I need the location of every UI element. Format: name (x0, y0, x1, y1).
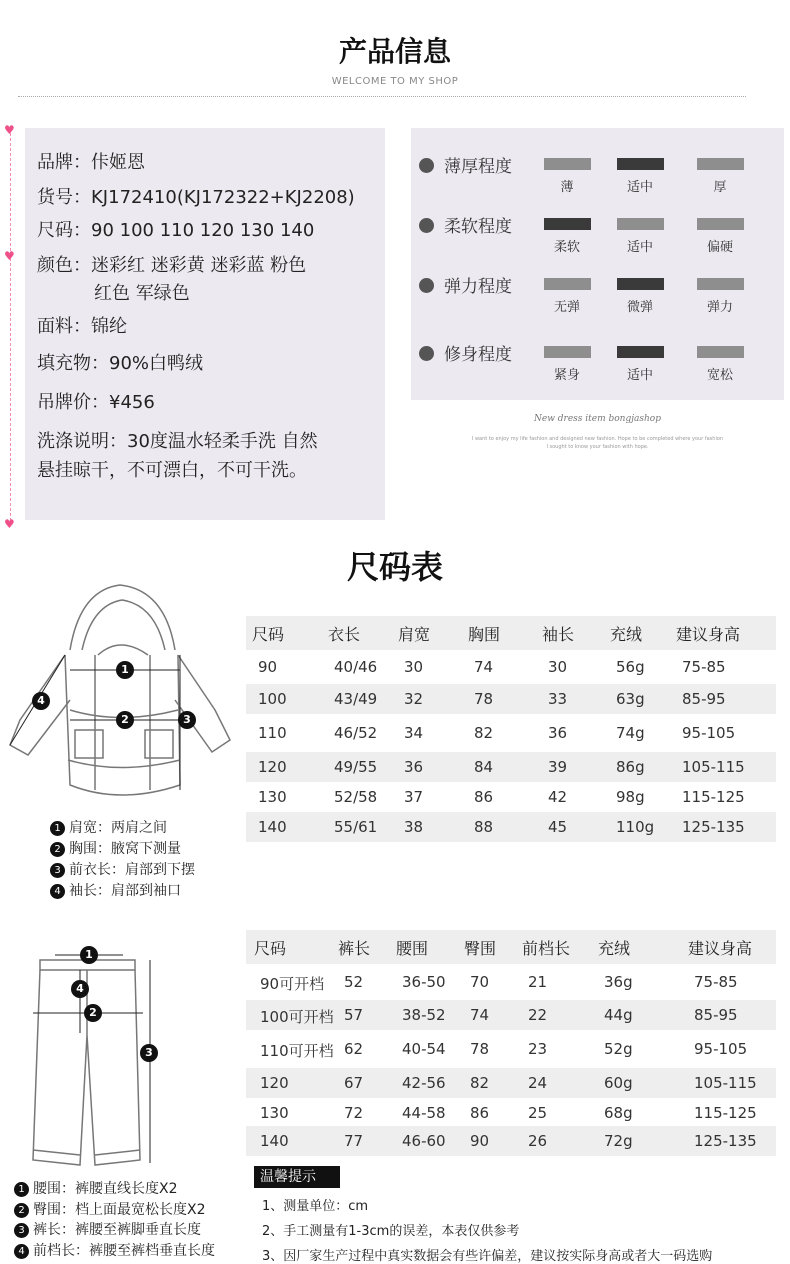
spec-bar (544, 278, 591, 290)
spec-option-label: 紧身 (553, 368, 580, 383)
table-cell: 36g (604, 973, 633, 991)
spec-label-text: 薄厚程度 (444, 157, 512, 177)
table-cell: 68g (604, 1104, 633, 1122)
spec-option-label: 微弹 (626, 300, 653, 315)
table-cell: 38 (404, 818, 424, 836)
bullet-icon (419, 278, 434, 293)
spec-label (419, 152, 512, 177)
table-row (246, 1000, 776, 1030)
table-cell: 115-125 (682, 788, 745, 806)
spec-option-label: 薄 (560, 180, 574, 195)
spec-bar (697, 158, 744, 170)
spec-bar (617, 218, 664, 230)
heart-icon: ♥ (4, 123, 15, 137)
legend-item (14, 1240, 215, 1260)
table-cell: 120 (258, 758, 287, 776)
measure-marker-1: 1 (116, 661, 134, 679)
table-cell: 52g (604, 1040, 633, 1058)
brand-text: 品牌：佧姬恩 (37, 152, 145, 173)
spec-option-label: 柔软 (553, 240, 580, 255)
spec-bar (544, 218, 591, 230)
table-cell: 125-135 (682, 818, 745, 836)
table-cell: 100可开档 (260, 1008, 334, 1026)
spec-label-text: 柔软程度 (444, 217, 512, 237)
spec-option-label: 宽松 (706, 368, 733, 383)
legend-item (50, 838, 181, 858)
table-header-cell: 肩宽 (398, 625, 431, 644)
measure-marker-1: 1 (80, 946, 98, 964)
table-cell: 32 (404, 690, 424, 708)
table-header-cell: 前档长 (522, 939, 571, 958)
table-header-row (246, 930, 776, 964)
size-chart-title: 尺码表 (346, 548, 443, 586)
table-cell: 33 (548, 690, 568, 708)
table-row (246, 684, 776, 714)
table-cell: 42 (548, 788, 568, 806)
table-cell: 72g (604, 1132, 633, 1150)
page-title: 产品信息 (338, 35, 451, 68)
product-info-panel (25, 128, 385, 520)
table-header-cell: 腰围 (396, 939, 429, 958)
legend-item (50, 880, 181, 900)
table-cell: 72 (344, 1104, 364, 1122)
tip-item: 3、因厂家生产过程中真实数据会有些许偏差，建议按实际身高或者大一码选购 (262, 1249, 713, 1264)
table-cell: 60g (604, 1074, 633, 1092)
legend-number: 4 (50, 884, 65, 899)
measure-marker-2: 2 (116, 711, 134, 729)
table-cell: 140 (258, 818, 287, 836)
legend-text: 腰围：裤腰直线长度X2 (33, 1181, 178, 1197)
table-cell: 44g (604, 1006, 633, 1024)
table-cell: 70 (470, 973, 490, 991)
spec-bar (697, 278, 744, 290)
legend-text: 前档长：裤腰至裤档垂直长度 (33, 1243, 215, 1259)
table-cell: 46-60 (402, 1132, 446, 1150)
table-cell: 25 (528, 1104, 548, 1122)
fabric-spec-panel (411, 128, 784, 400)
table-cell: 100 (258, 690, 287, 708)
table-cell: 85-95 (694, 1006, 738, 1024)
legend-text: 胸围：腋窝下测量 (69, 841, 181, 857)
measure-marker-4: 4 (71, 980, 89, 998)
spec-option-label: 厚 (713, 180, 727, 195)
table-cell: 82 (470, 1074, 490, 1092)
divider (18, 96, 746, 97)
table-cell: 38-52 (402, 1006, 446, 1024)
table-cell: 52/58 (334, 788, 378, 806)
table-cell: 130 (258, 788, 287, 806)
table-cell: 63g (616, 690, 645, 708)
table-cell: 90 (470, 1132, 490, 1150)
spec-option-label: 适中 (626, 368, 653, 383)
table-row (246, 1034, 776, 1064)
table-cell: 30 (404, 658, 424, 676)
table-cell: 78 (470, 1040, 490, 1058)
legend-item (14, 1219, 201, 1239)
table-cell: 22 (528, 1006, 548, 1024)
table-cell: 110可开档 (260, 1042, 334, 1060)
table-header-cell: 衣长 (328, 625, 361, 644)
table-cell: 57 (344, 1006, 364, 1024)
table-cell: 37 (404, 788, 424, 806)
table-cell: 26 (528, 1132, 548, 1150)
table-cell: 67 (344, 1074, 364, 1092)
legend-item (14, 1178, 178, 1198)
table-cell: 39 (548, 758, 568, 776)
table-cell: 23 (528, 1040, 548, 1058)
table-cell: 86 (474, 788, 494, 806)
legend-text: 裤长：裤腰至裤脚垂直长度 (33, 1222, 201, 1238)
table-cell: 82 (474, 724, 494, 742)
table-cell: 44-58 (402, 1104, 446, 1122)
spec-bar (544, 346, 591, 358)
table-header-cell: 充绒 (610, 625, 643, 644)
measure-marker-2: 2 (84, 1004, 102, 1022)
legend-text: 袖长：肩部到袖口 (69, 883, 181, 899)
price-text: 吊牌价：¥456 (37, 392, 155, 413)
measure-marker-3: 3 (178, 711, 196, 729)
legend-number: 2 (14, 1203, 29, 1218)
legend-number: 4 (14, 1244, 29, 1259)
table-cell: 42-56 (402, 1074, 446, 1092)
sizes-text: 尺码：90 100 110 120 130 140 (37, 220, 315, 241)
table-row (246, 718, 776, 748)
table-header-cell: 袖长 (542, 625, 575, 644)
table-cell: 43/49 (334, 690, 378, 708)
table-cell: 95-105 (682, 724, 736, 742)
table-cell: 110g (616, 818, 655, 836)
table-cell: 105-115 (694, 1074, 757, 1092)
spec-label (419, 272, 512, 297)
table-cell: 62 (344, 1040, 364, 1058)
table-header-cell: 建议身高 (688, 939, 753, 958)
table-cell: 84 (474, 758, 494, 776)
spec-option-label: 无弹 (553, 300, 580, 315)
sku-text: 货号：KJ172410(KJ172322+KJ2208) (37, 187, 355, 208)
timeline-line (10, 128, 11, 526)
tip-item: 2、手工测量有1-3cm的误差，本表仅供参考 (262, 1224, 520, 1239)
spec-bar (544, 158, 591, 170)
tip-item: 1、测量单位：cm (262, 1199, 369, 1214)
table-header-cell: 裤长 (338, 939, 371, 958)
bullet-icon (419, 218, 434, 233)
measure-marker-3: 3 (140, 1044, 158, 1062)
heart-icon: ♥ (4, 249, 15, 263)
table-header-cell: 尺码 (252, 625, 285, 644)
table-cell: 74g (616, 724, 645, 742)
table-cell: 21 (528, 973, 548, 991)
table-row (246, 652, 776, 682)
table-cell: 77 (344, 1132, 364, 1150)
table-cell: 75-85 (682, 658, 726, 676)
spec-label-text: 修身程度 (444, 345, 512, 365)
legend-item (50, 859, 195, 879)
legend-number: 3 (14, 1223, 29, 1238)
bullet-icon (419, 346, 434, 361)
jacket-size-table (246, 616, 776, 844)
table-cell: 86g (616, 758, 645, 776)
spec-bar (697, 346, 744, 358)
table-header-cell: 胸围 (468, 625, 501, 644)
table-row (246, 782, 776, 812)
spec-label (419, 340, 512, 365)
table-cell: 105-115 (682, 758, 745, 776)
table-cell: 45 (548, 818, 568, 836)
table-cell: 56g (616, 658, 645, 676)
script-small-text: I sought to know your fashion with hope. (546, 444, 649, 450)
wash-text-cont: 悬挂晾干，不可漂白，不可干洗。 (37, 460, 307, 481)
fabric-text: 面料：锦纶 (37, 316, 127, 337)
table-header-cell: 尺码 (254, 939, 287, 958)
table-cell: 49/55 (334, 758, 378, 776)
spec-bar (617, 346, 664, 358)
legend-item (50, 817, 167, 837)
table-cell: 86 (470, 1104, 490, 1122)
bullet-icon (419, 158, 434, 173)
table-header-cell: 建议身高 (676, 625, 741, 644)
pants-size-table (246, 930, 776, 1158)
table-cell: 52 (344, 973, 364, 991)
filling-text: 填充物：90%白鸭绒 (37, 353, 204, 374)
page-subtitle: WELCOME TO MY SHOP (331, 76, 459, 87)
legend-text: 前衣长：肩部到下摆 (69, 862, 195, 878)
legend-number: 3 (50, 863, 65, 878)
table-cell: 36 (548, 724, 568, 742)
spec-label (419, 212, 512, 237)
spec-label-text: 弹力程度 (444, 277, 512, 297)
table-cell: 55/61 (334, 818, 378, 836)
table-cell: 78 (474, 690, 494, 708)
table-header-cell: 充绒 (598, 939, 631, 958)
legend-number: 2 (50, 842, 65, 857)
script-decoration: New dress item bongjashop (534, 414, 661, 424)
table-cell: 140 (260, 1132, 289, 1150)
table-cell: 120 (260, 1074, 289, 1092)
script-small-text: I want to enjoy my life fashion and designed new fashion. Hope to be completed where your fashion (471, 436, 724, 442)
wash-text: 洗涤说明：30度温水轻柔手洗 自然 (37, 431, 318, 452)
table-row (246, 1098, 776, 1128)
spec-bar (697, 218, 744, 230)
table-cell: 85-95 (682, 690, 726, 708)
table-row (246, 812, 776, 842)
table-cell: 36-50 (402, 973, 446, 991)
table-header-cell: 臀围 (464, 939, 497, 958)
legend-item (14, 1199, 206, 1219)
legend-number: 1 (50, 821, 65, 836)
table-cell: 98g (616, 788, 645, 806)
measure-marker-4: 4 (32, 692, 50, 710)
table-row (246, 967, 776, 997)
spec-option-label: 偏硬 (706, 240, 733, 255)
table-cell: 115-125 (694, 1104, 757, 1122)
table-row (246, 1068, 776, 1098)
spec-bar (617, 158, 664, 170)
table-cell: 90可开档 (260, 975, 325, 993)
legend-text: 臀围：档上面最宽松长度X2 (33, 1202, 206, 1218)
table-cell: 46/52 (334, 724, 378, 742)
table-cell: 34 (404, 724, 424, 742)
table-cell: 30 (548, 658, 568, 676)
table-cell: 40-54 (402, 1040, 446, 1058)
spec-option-label: 适中 (626, 240, 653, 255)
table-cell: 74 (474, 658, 494, 676)
spec-bar (617, 278, 664, 290)
table-cell: 74 (470, 1006, 490, 1024)
table-header-row (246, 616, 776, 650)
table-cell: 125-135 (694, 1132, 757, 1150)
table-cell: 110 (258, 724, 287, 742)
spec-option-label: 弹力 (706, 300, 733, 315)
colors-text: 颜色：迷彩红 迷彩黄 迷彩蓝 粉色 (37, 255, 307, 276)
table-cell: 36 (404, 758, 424, 776)
colors-text-cont: 红色 军绿色 (94, 283, 190, 304)
table-cell: 90 (258, 658, 278, 676)
legend-number: 1 (14, 1182, 29, 1197)
table-cell: 95-105 (694, 1040, 748, 1058)
table-cell: 75-85 (694, 973, 738, 991)
table-cell: 40/46 (334, 658, 378, 676)
table-cell: 88 (474, 818, 494, 836)
table-row (246, 1126, 776, 1156)
table-cell: 130 (260, 1104, 289, 1122)
legend-text: 肩宽：两肩之间 (69, 820, 167, 836)
table-row (246, 752, 776, 782)
heart-icon: ♥ (4, 517, 15, 531)
tips-title: 温馨提示 (254, 1166, 340, 1188)
spec-option-label: 适中 (626, 180, 653, 195)
table-cell: 24 (528, 1074, 548, 1092)
